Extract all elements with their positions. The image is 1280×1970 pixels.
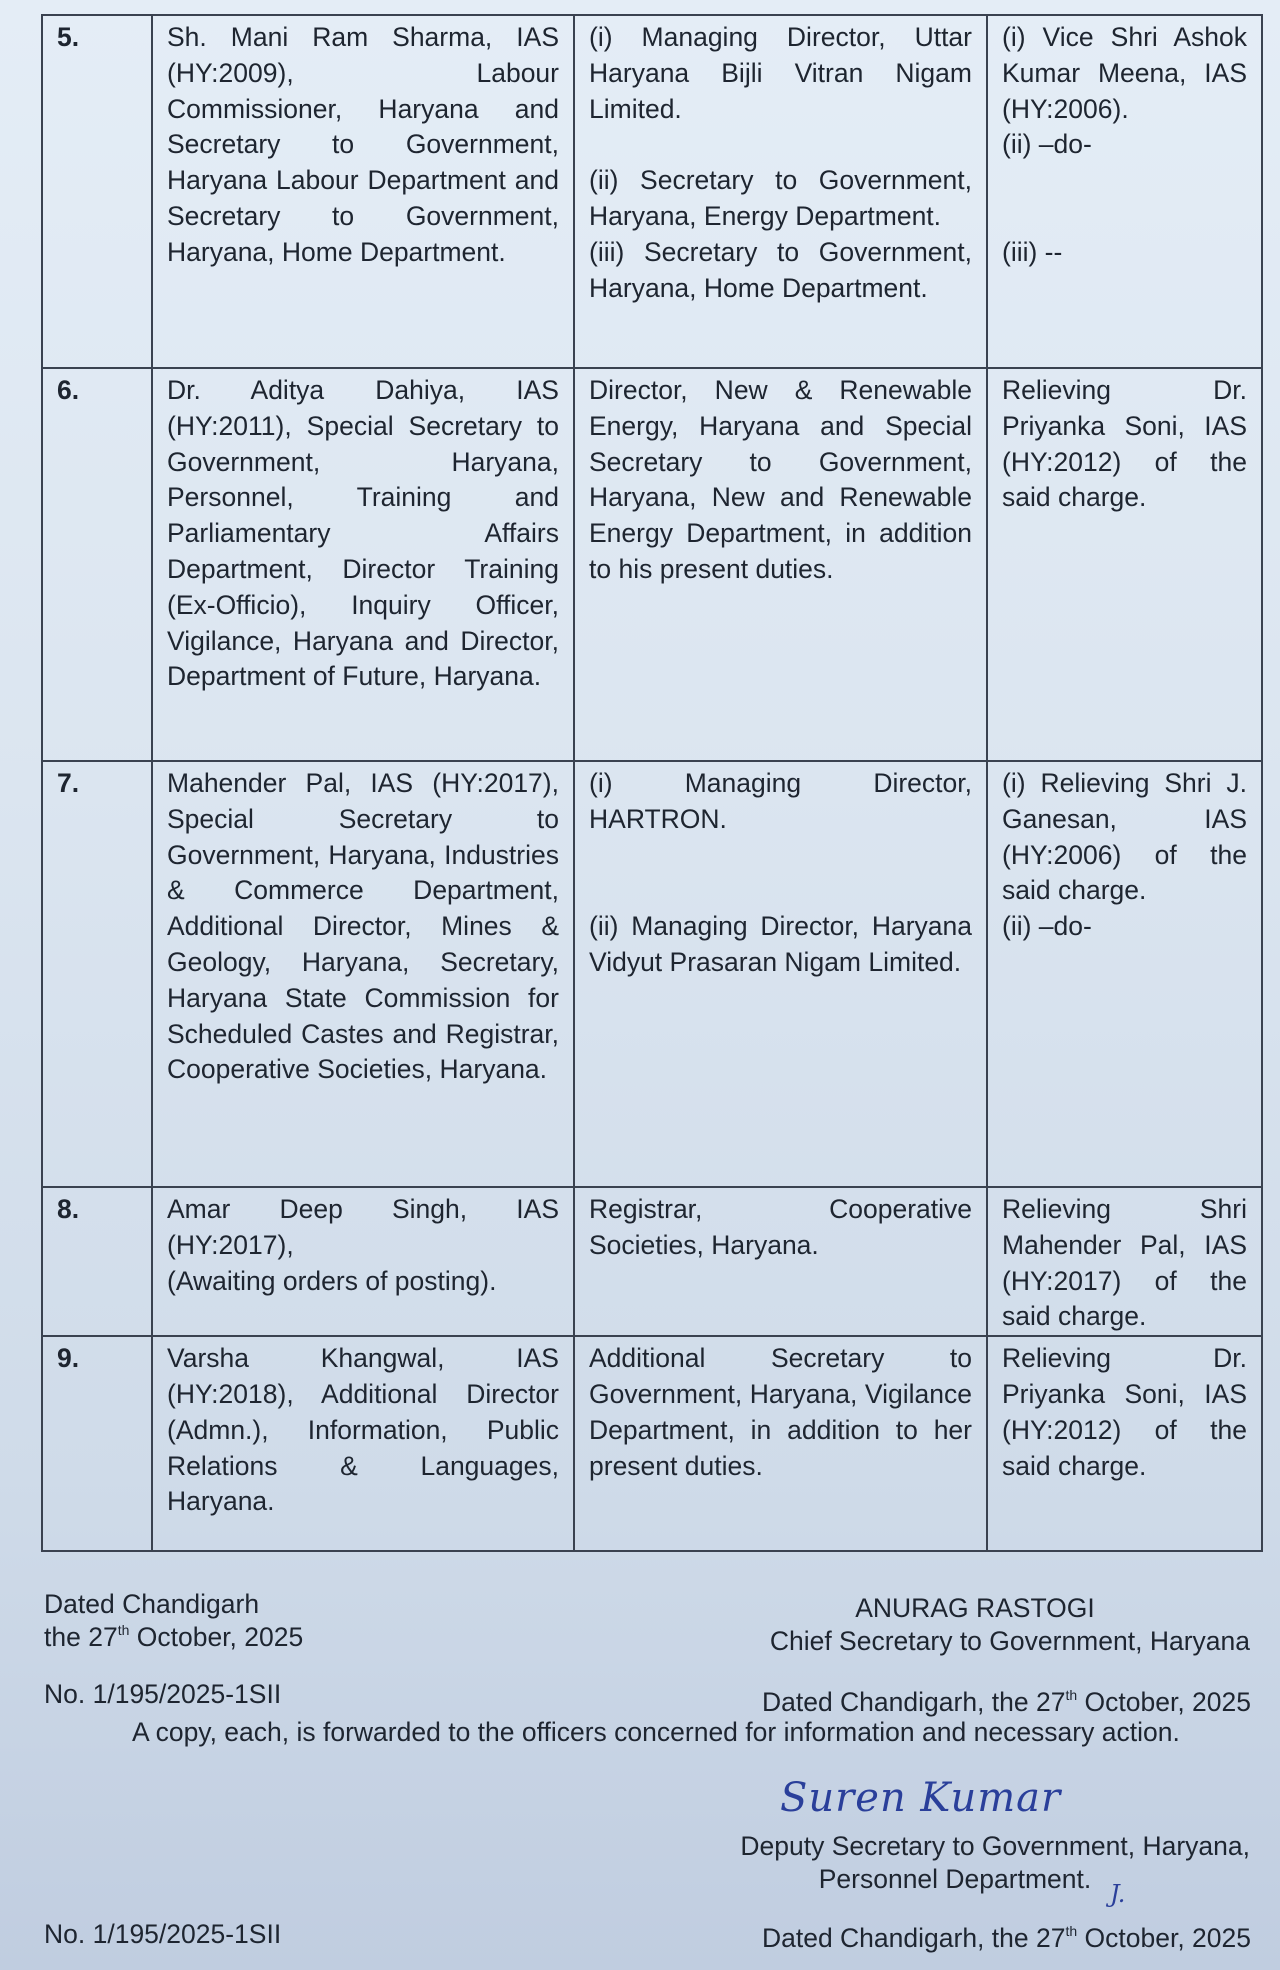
remarks-cell	[987, 15, 1262, 368]
serial-number: 8.	[42, 1187, 152, 1336]
serial-number: 6.	[42, 368, 152, 761]
posting-item: (iii) Secretary to Government, Haryana, Home Department.	[589, 236, 972, 303]
table-row	[42, 15, 1262, 368]
remarks-item: (ii) –do-	[1002, 129, 1092, 160]
serial-number: 5.	[42, 15, 152, 368]
posting-item: (i) Managing Director, Uttar Haryana Bijli Vitran Nigam Limited.	[589, 22, 972, 124]
posting-item: (ii) Secretary to Government, Haryana, Energy Department.	[589, 165, 972, 231]
signatory-title: Chief Secretary to Government, Haryana	[769, 1626, 1250, 1656]
posting-item: Registrar, Cooperative Societies, Haryana.	[589, 1194, 972, 1260]
officer-cell: Dr. Aditya Dahiya, IAS (HY:2011), Special Secretary to Government, Haryana, Personnel, Training and Parliamentary Affairs Department, Director Training (Ex-Officio), Inquiry Officer, Vigilance, Haryana and Director, Department of Future, Haryana.	[152, 368, 574, 761]
endorsement-date: Dated Chandigarh, the 27th October, 2025	[761, 1687, 1251, 1717]
signatory-block	[660, 1592, 1250, 1658]
remarks-cell	[987, 1187, 1262, 1336]
serial-number: 9.	[42, 1336, 152, 1551]
deputy-title-line1: Deputy Secretary to Government, Haryana,	[740, 1831, 1250, 1861]
remarks-item: Relieving Dr. Priyanka Soni, IAS (HY:2012) of the said charge.	[1002, 1343, 1247, 1481]
officer-cell: Varsha Khangwal, IAS (HY:2018), Additional Director (Admn.), Information, Public Relations & Languages, Haryana.	[152, 1336, 574, 1551]
table-row	[42, 368, 1262, 761]
table-row	[42, 761, 1262, 1187]
posting-orders-table	[41, 14, 1263, 1552]
remarks-item: (i) Vice Shri Ashok Kumar Meena, IAS (HY:2006).	[1002, 22, 1247, 124]
endorsement2-number: No. 1/195/2025-1SII	[44, 1919, 282, 1949]
remarks-cell	[987, 761, 1262, 1187]
table-row	[42, 1336, 1262, 1551]
deputy-title-line2: Personnel Department.	[818, 1864, 1092, 1894]
posting-item: (i) Managing Director, HARTRON.	[589, 768, 972, 834]
remarks-item: (ii) –do-	[1002, 911, 1092, 942]
initials-mark: J.	[1110, 1880, 1126, 1908]
remarks-item: (iii) --	[1002, 236, 1063, 267]
signatory-name: ANURAG RASTOGI	[855, 1593, 1095, 1623]
posting-cell	[574, 761, 987, 1187]
signature: Suren Kumar	[780, 1775, 1062, 1821]
remarks-item: Relieving Dr. Priyanka Soni, IAS (HY:2012) of the said charge.	[1002, 375, 1247, 513]
officer-cell: Sh. Mani Ram Sharma, IAS (HY:2009), Labour Commissioner, Haryana and Secretary to Government, Haryana Labour Department and Secretary to Government, Haryana, Home Department.	[152, 15, 574, 368]
officer-cell: Mahender Pal, IAS (HY:2017), Special Secretary to Government, Haryana, Industries & Commerce Department, Additional Director, Mines & Geology, Haryana, Secretary, Haryana State Commission for Scheduled Castes and Registrar, Cooperative Societies, Haryana.	[152, 761, 574, 1187]
officer-line: Amar Deep Singh, IAS (HY:2017),	[167, 1194, 559, 1260]
remarks-cell	[987, 1336, 1262, 1551]
deputy-secretary-block	[630, 1830, 1250, 1896]
copy-forwarded-text: A copy, each, is forwarded to the officers concerned for information and necessary action.	[132, 1717, 1180, 1747]
posting-cell	[574, 368, 987, 761]
dated-place: Dated Chandigarh	[44, 1589, 260, 1619]
officer-cell	[152, 1187, 574, 1336]
remarks-cell	[987, 368, 1262, 761]
serial-number: 7.	[42, 761, 152, 1187]
posting-cell	[574, 1336, 987, 1551]
table-row	[42, 1187, 1262, 1336]
dated-block	[44, 1588, 303, 1654]
posting-cell	[574, 15, 987, 368]
posting-item: (ii) Managing Director, Haryana Vidyut Prasaran Nigam Limited.	[589, 911, 972, 977]
posting-item: Additional Secretary to Government, Haryana, Vigilance Department, in addition to her present duties.	[589, 1343, 972, 1481]
officer-line: (Awaiting orders of posting).	[167, 1265, 497, 1296]
remarks-item: (i) Relieving Shri J. Ganesan, IAS (HY:2006) of the said charge.	[1002, 768, 1247, 906]
posting-item: Director, New & Renewable Energy, Haryana and Special Secretary to Government, Haryana, New and Renewable Energy Department, in addition to his present duties.	[589, 375, 972, 584]
endorsement-number: No. 1/195/2025-1SII	[44, 1679, 282, 1709]
dated-date: the 27th October, 2025	[44, 1622, 304, 1652]
posting-cell	[574, 1187, 987, 1336]
remarks-item: Relieving Shri Mahender Pal, IAS (HY:2017) of the said charge.	[1002, 1194, 1247, 1332]
endorsement2-date: Dated Chandigarh, the 27th October, 2025	[761, 1923, 1251, 1953]
